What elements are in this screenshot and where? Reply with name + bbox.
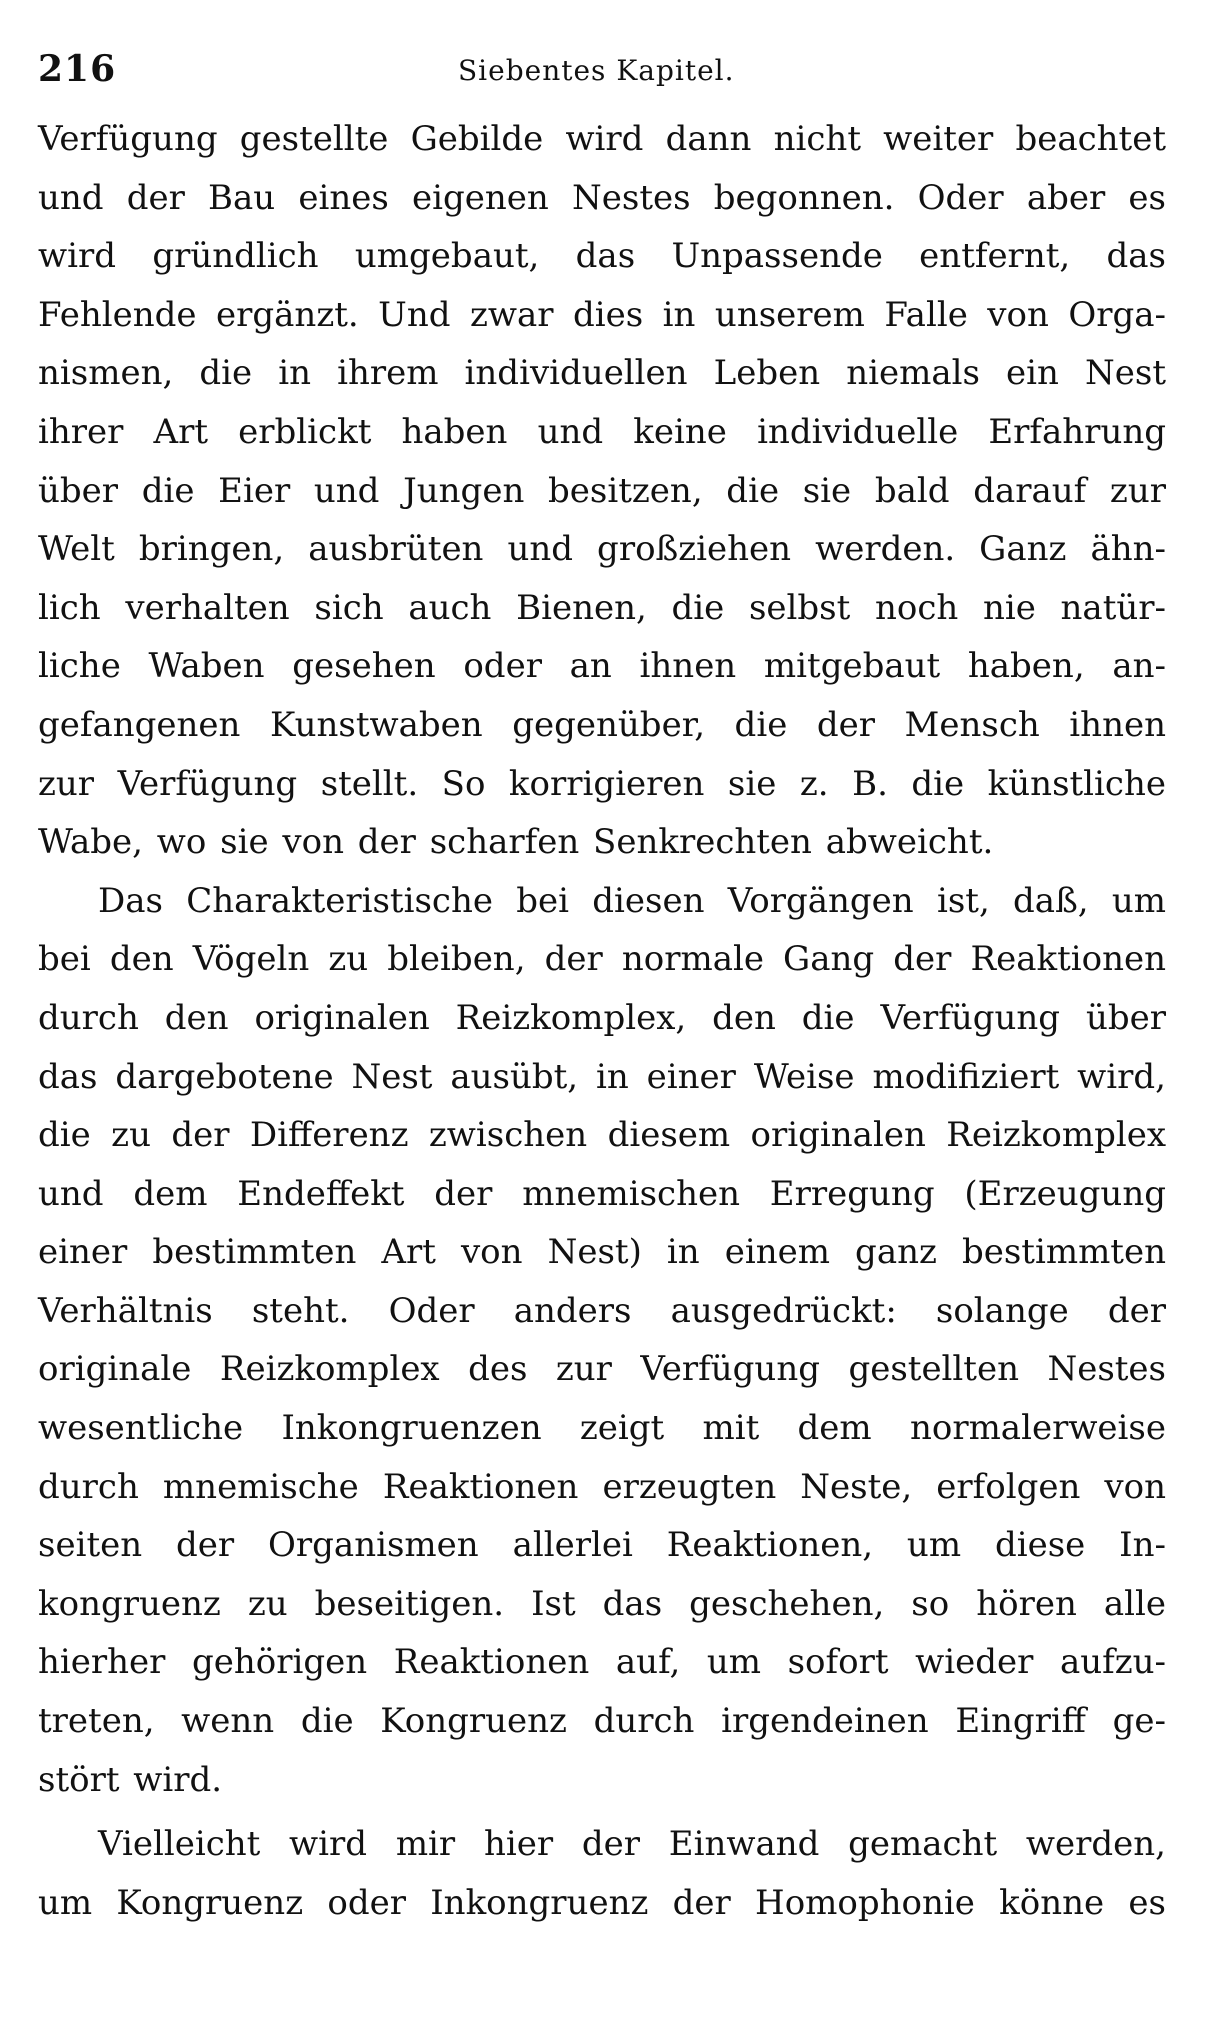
text-line: das dargebotene Nest ausübt, in einer Weise modifiziert wird, [38, 1056, 1166, 1097]
text-line: seiten der Organismen allerlei Reaktionen, um diese In- [38, 1525, 1166, 1566]
text-line: gefangenen Kunstwaben gegenüber, die der Mensch ihnen [38, 704, 1166, 745]
text-line: Verfügung gestellte Gebilde wird dann nicht weiter beachtet [38, 119, 1166, 159]
text-line: zur Verfügung stellt. So korrigieren sie z. B. die künstliche [38, 763, 1166, 804]
body-text [38, 110, 1166, 1932]
text-line: über die Eier und Jungen besitzen, die sie bald darauf zur [38, 470, 1166, 511]
text-line: Vielleicht wird mir hier der Einwand gemacht werden, [98, 1824, 1166, 1865]
paragraph-1 [38, 110, 1166, 872]
paragraph-3 [38, 1815, 1166, 1932]
text-line: liche Waben gesehen oder an ihnen mitgebaut haben, an- [38, 646, 1166, 687]
text-line: originale Reizkomplex des zur Verfügung gestellten Nestes [38, 1349, 1166, 1390]
text-line: Fehlende ergänzt. Und zwar dies in unserem Falle von Orga- [38, 294, 1166, 335]
text-line: bei den Vögeln zu bleiben, der normale Gang der Reaktionen [38, 939, 1166, 980]
text-line: stört wird. [38, 1759, 223, 1800]
page-header [38, 40, 1166, 110]
text-line: nismen, die in ihrem individuellen Leben niemals ein Nest [38, 353, 1166, 394]
text-line: wesentliche Inkongruenzen zeigt mit dem normalerweise [38, 1408, 1166, 1449]
text-line: um Kongruenz oder Inkongruenz der Homophonie könne es [38, 1882, 1166, 1923]
text-line: treten, wenn die Kongruenz durch irgendeinen Eingriff ge- [38, 1701, 1166, 1742]
text-line: durch den originalen Reizkomplex, den die Verfügung über [38, 997, 1166, 1038]
page-number: 216 [38, 48, 117, 90]
text-line: Welt bringen, ausbrüten und großziehen werden. Ganz ähn- [38, 529, 1166, 570]
text-line: lich verhalten sich auch Bienen, die selbst noch nie natür- [38, 587, 1166, 628]
text-line: wird gründlich umgebaut, das Unpassende entfernt, das [38, 236, 1166, 277]
text-line: kongruenz zu beseitigen. Ist das geschehen, so hören alle [38, 1583, 1166, 1624]
text-line: Wabe, wo sie von der scharfen Senkrechten abweicht. [38, 822, 994, 863]
text-line: und der Bau eines eigenen Nestes begonnen. Oder aber es [38, 177, 1166, 218]
paragraph-2 [38, 872, 1166, 1810]
text-line: hierher gehörigen Reaktionen auf, um sofort wieder aufzu- [38, 1642, 1166, 1683]
text-line: die zu der Differenz zwischen diesem originalen Reizkomplex [38, 1115, 1166, 1156]
running-head: Siebentes Kapitel. [458, 54, 735, 87]
book-page [38, 40, 1166, 2000]
text-line: ihrer Art erblickt haben und keine individuelle Erfahrung [38, 411, 1166, 452]
text-line: durch mnemische Reaktionen erzeugten Neste, erfolgen von [38, 1466, 1166, 1507]
text-line: Das Charakteristische bei diesen Vorgängen ist, daß, um [98, 880, 1166, 921]
text-line: und dem Endeffekt der mnemischen Erregung (Erzeugung [38, 1173, 1166, 1214]
text-line: Verhältnis steht. Oder anders ausgedrückt: solange der [38, 1290, 1166, 1331]
text-line: einer bestimmten Art von Nest) in einem ganz bestimmten [38, 1232, 1166, 1273]
